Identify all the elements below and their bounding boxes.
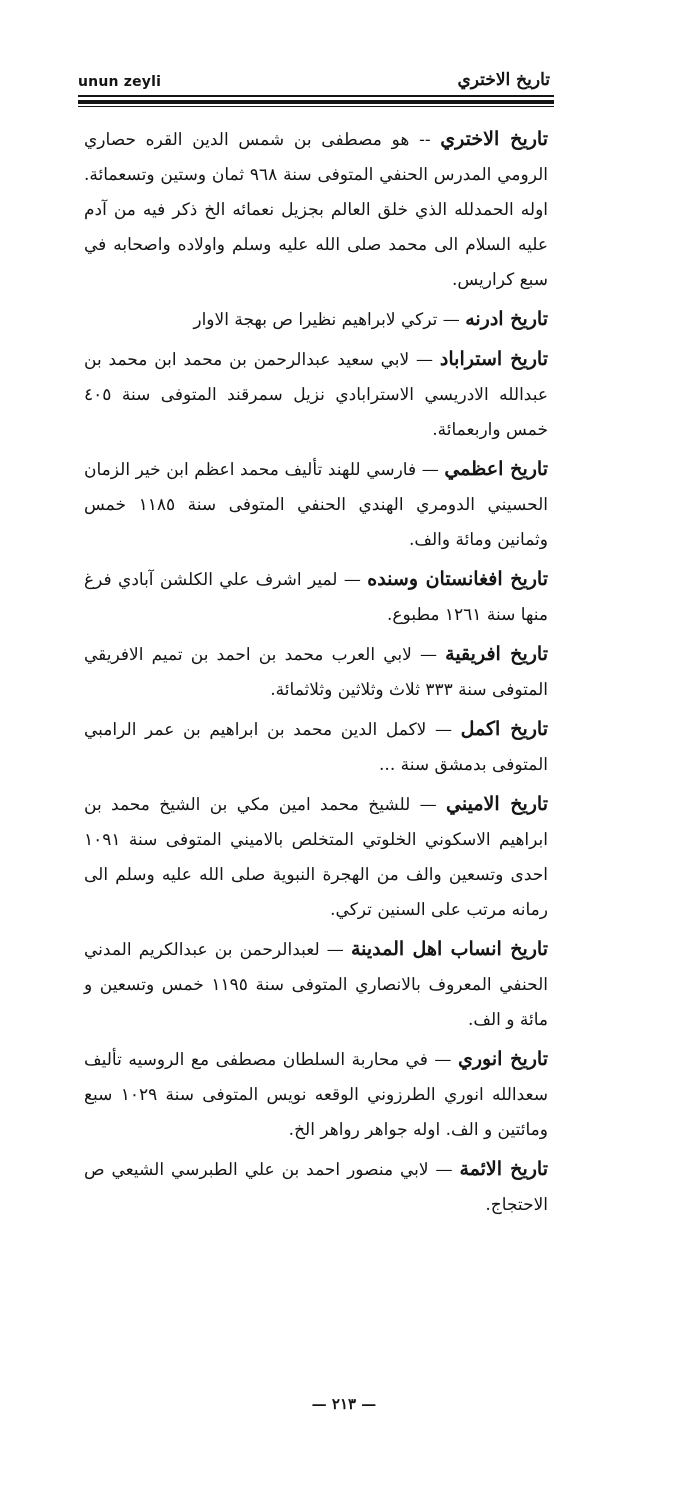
entry-title: تاريخ اعظمي (444, 458, 548, 480)
entry-title: تاريخ الاختري (440, 128, 548, 150)
entry-text: — فارسي للهند تأليف محمد اعظم ابن خير الزمان الحسيني الدومري الهندي الحنفي المتوفى سنة ١١٨٥ خمس وثمانين ومائة والف. (84, 460, 548, 550)
entry-title: تاريخ اكمل (460, 718, 548, 740)
entry (84, 1042, 548, 1148)
entry-text: — للشيخ محمد امين مكي بن الشيخ محمد بن ابراهيم الاسكوني الخلوتي المتخلص بالاميني المتوفى سنة ١٠٩١ احدى وتسعين والف من الهجرة النبوية صلى الله عليه وسلم الى رمانه مرتب على السنين تركي. (84, 795, 548, 920)
entry (84, 302, 548, 338)
running-header-title: تاريخ الاختري (457, 70, 550, 90)
entry-text: — لابي منصور احمد بن علي الطبرسي الشيعي ص الاحتجاج. (84, 1160, 548, 1215)
entry-text: — لابي العرب محمد بن احمد بن تميم الافريقي المتوفى سنة ٣٣٣ ثلاث وثلاثين وثلاثمائة. (84, 645, 548, 700)
header-rule-thin-top (78, 95, 554, 97)
entry-text: -- هو مصطفى بن شمس الدين القره حصاري الرومي المدرس الحنفي المتوفى سنة ٩٦٨ ثمان وستين وتسعمائة. اوله الحمدلله الذي خلق العالم بجزيل نعمائه الخ ذكر فيه من آدم عليه السلام الى محمد صلى الله عليه وسلم واولاده واصحابه في سبع كراريس. (84, 130, 548, 290)
header-rule-thin-bottom (78, 106, 554, 107)
entry-title: تاريخ ادرنه (465, 308, 548, 330)
running-header-left: unun zeyli (78, 74, 162, 90)
entry-text: — لابي سعيد عبدالرحمن بن محمد ابن محمد بن عبدالله الادريسي الاسترابادي نزيل سمرقند المتوفى سنة ٤٠٥ خمس واربعمائة. (84, 350, 548, 440)
entry-title: تاريخ الاميني (446, 793, 548, 815)
entry-text: — لعبدالرحمن بن عبدالكريم المدني الحنفي المعروف بالانصاري المتوفى سنة ١١٩٥ خمس وتسعين و مائة و الف. (84, 940, 548, 1030)
entry-title: تاريخ افغانستان وسنده (367, 568, 548, 590)
entry (84, 1152, 548, 1223)
header-rule-thick (78, 100, 554, 104)
entry-title: تاريخ استراباد (439, 348, 549, 370)
entry-text: — تركي لابراهيم نظيرا ص بهجة الاوار (193, 310, 466, 330)
entry-title: تاريخ افريقية (445, 643, 548, 665)
entry-text: — لاكمل الدين محمد بن ابراهيم بن عمر الرامبي المتوفى بدمشق سنة ... (84, 720, 548, 775)
entry (84, 122, 548, 298)
entry-title: تاريخ انوري (457, 1048, 548, 1070)
entry (84, 452, 548, 558)
entry-text: — لمير اشرف علي الكلشن آبادي فرغ منها سنة ١٢٦١ مطبوع. (84, 570, 548, 625)
entry (84, 637, 548, 708)
page-number: — ٢١٣ — (311, 1395, 377, 1413)
entries-column (84, 122, 548, 1227)
entry-text: — في محاربة السلطان مصطفى مع الروسيه تأليف سعدالله انوري الطرزوني الوقعه نويس المتوفى سنة ١٠٢٩ سبع ومائتين و الف. اوله جواهر رواهر الخ. (84, 1050, 548, 1140)
entry (84, 787, 548, 928)
entry (84, 932, 548, 1038)
entry (84, 342, 548, 448)
entry-title: تاريخ انساب اهل المدينة (350, 938, 548, 960)
entry-title: تاريخ الائمة (459, 1158, 548, 1180)
entry (84, 712, 548, 783)
entry (84, 562, 548, 633)
